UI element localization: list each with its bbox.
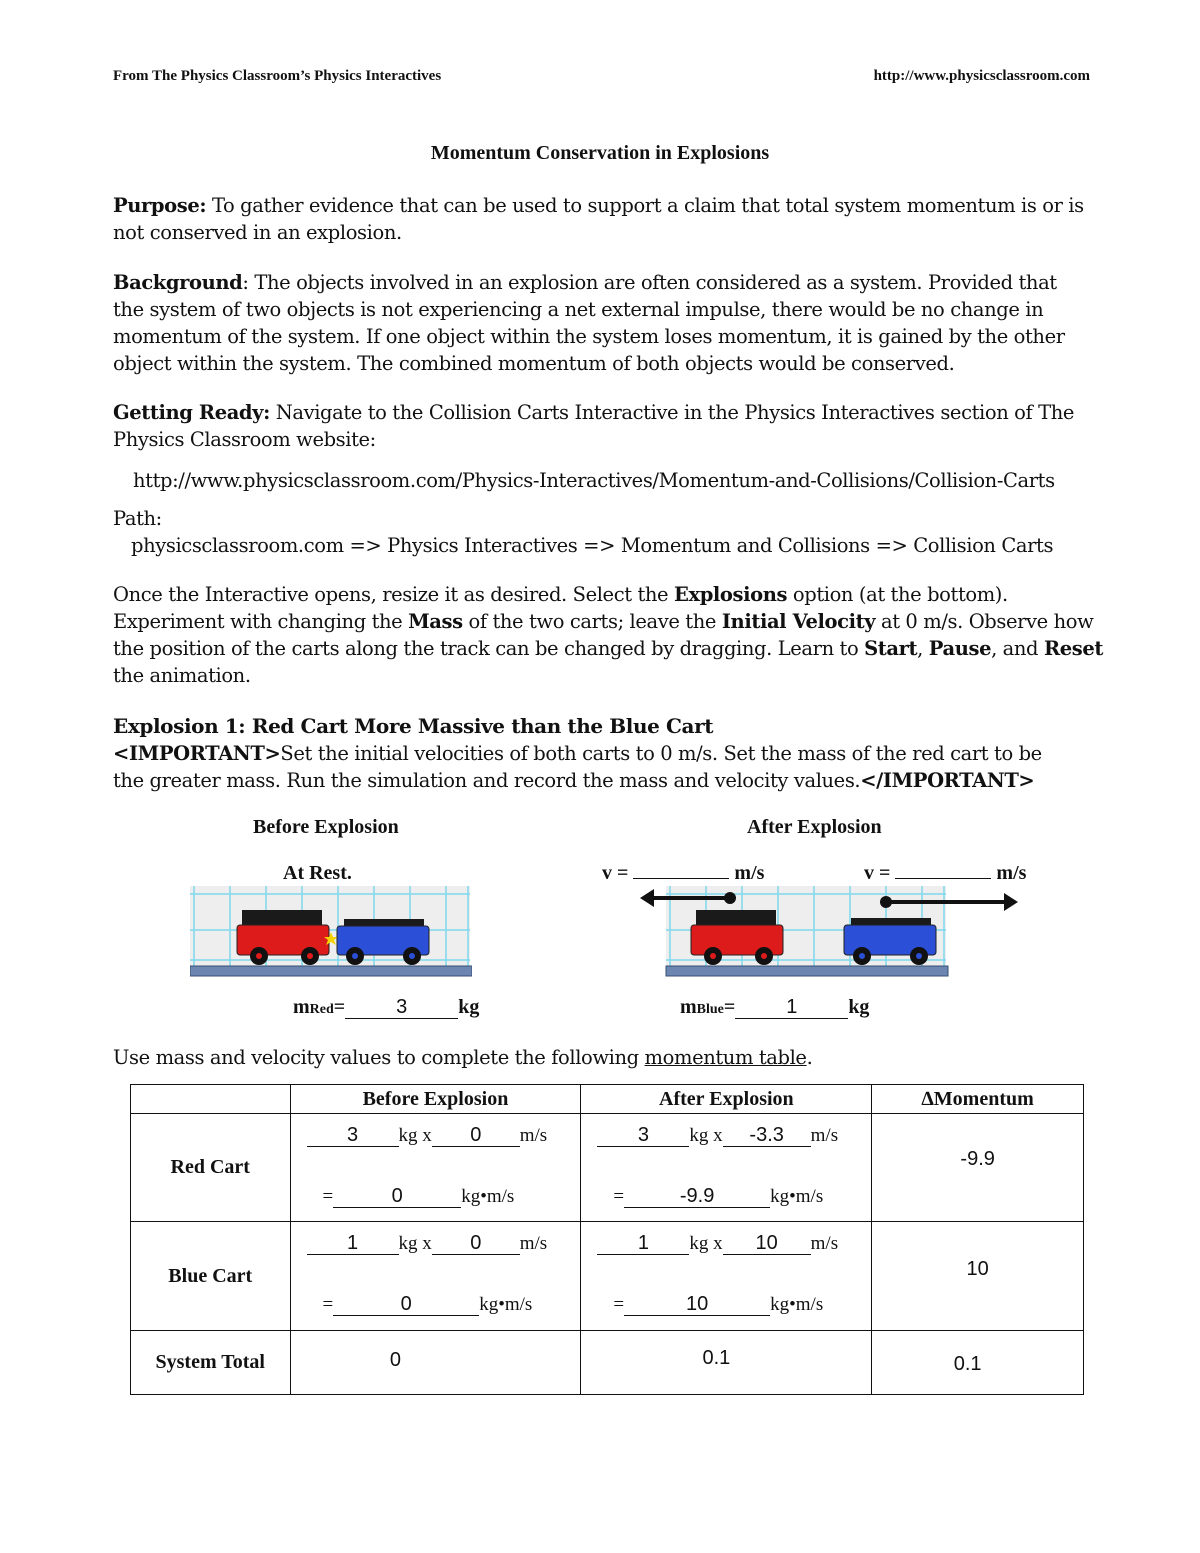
- purpose-paragraph: Purpose: To gather evidence that can be used to support a claim that total system momentum is or is not conserved in an explosion.: [113, 194, 1084, 244]
- mass-red-value[interactable]: 3: [345, 996, 458, 1019]
- momentum-table: [130, 1084, 1084, 1395]
- table-row-red-cart: [131, 1114, 1084, 1222]
- explosion1-heading: Explosion 1: Red Cart More Massive than the Blue Cart: [113, 714, 714, 738]
- velocity-right-field: v = m/s: [864, 856, 1026, 885]
- getting-ready-paragraph: Getting Ready: Navigate to the Collision Carts Interactive in the Physics Interactives section of The Physics Classroom website:: [113, 401, 1075, 451]
- red-after-cell: 3 kg x -3.3 m/s = -9.9 kg•m/s: [581, 1114, 872, 1222]
- table-header-blank: [131, 1085, 291, 1114]
- row-label-blue: Blue Cart: [131, 1222, 291, 1331]
- table-header-after: After Explosion: [581, 1085, 872, 1114]
- total-after[interactable]: 0.1: [581, 1331, 872, 1395]
- blue-after-momentum[interactable]: 10: [624, 1293, 770, 1316]
- blue-after-velocity[interactable]: 10: [723, 1232, 811, 1255]
- red-after-mass[interactable]: 3: [597, 1124, 689, 1147]
- total-delta[interactable]: 0.1: [872, 1331, 1084, 1395]
- header-right: http://www.physicsclassroom.com: [873, 68, 1090, 84]
- velocity-left-field: v = m/s: [602, 856, 764, 885]
- interactive-url[interactable]: http://www.physicsclassroom.com/Physics-Interactives/Momentum-and-Collisions/Collision-Carts: [133, 469, 1055, 492]
- row-label-red: Red Cart: [131, 1114, 291, 1222]
- mass-blue-field: mBlue= 1 kg: [680, 996, 870, 1018]
- blue-before-cell: 1 kg x 0 m/s = 0 kg•m/s: [290, 1222, 581, 1331]
- red-after-momentum[interactable]: -9.9: [624, 1185, 770, 1208]
- header-left: From The Physics Classroom’s Physics Interactives: [113, 68, 442, 84]
- background-paragraph: Background: The objects involved in an explosion are often considered as a system. Provided that the system of two objects is not experiencing a net external impulse, there would be no change in momentum of the system. If one object within the system loses momentum, it is gained by the other object within the system. The combined momentum of both objects would be conserved.: [113, 271, 1065, 375]
- page-title: Momentum Conservation in Explosions: [430, 142, 770, 164]
- red-after-velocity[interactable]: -3.3: [723, 1124, 811, 1147]
- velocity-right-blank[interactable]: [895, 856, 991, 879]
- momentum-table-link: momentum table: [644, 1046, 807, 1069]
- velocity-left-blank[interactable]: [633, 856, 729, 879]
- before-explosion-label: Before Explosion: [253, 816, 399, 838]
- red-before-mass[interactable]: 3: [307, 1124, 399, 1147]
- row-label-total: System Total: [131, 1331, 291, 1395]
- mass-blue-value[interactable]: 1: [735, 996, 848, 1019]
- background-label: Background: [113, 271, 243, 294]
- mass-red-field: mRed= 3 kg: [293, 996, 480, 1018]
- after-explosion-label: After Explosion: [747, 816, 882, 838]
- red-before-cell: 3 kg x 0 m/s = 0 kg•m/s: [290, 1114, 581, 1222]
- blue-before-momentum[interactable]: 0: [333, 1293, 479, 1316]
- blue-delta-momentum[interactable]: 10: [872, 1222, 1084, 1331]
- table-intro: Use mass and velocity values to complete the following momentum table.: [113, 1046, 813, 1069]
- red-before-velocity[interactable]: 0: [432, 1124, 520, 1147]
- blue-after-mass[interactable]: 1: [597, 1232, 689, 1255]
- red-before-momentum[interactable]: 0: [333, 1185, 461, 1208]
- path-label: Path:: [113, 507, 162, 530]
- total-before[interactable]: 0: [290, 1331, 581, 1395]
- table-header-delta: ∆Momentum: [872, 1085, 1084, 1114]
- table-row-blue-cart: [131, 1222, 1084, 1331]
- red-delta-momentum[interactable]: -9.9: [872, 1114, 1084, 1222]
- blue-before-velocity[interactable]: 0: [432, 1232, 520, 1255]
- table-header-before: Before Explosion: [290, 1085, 581, 1114]
- table-header-row: [131, 1085, 1084, 1114]
- instructions-paragraph: Once the Interactive opens, resize it as desired. Select the Explosions option (at the bottom). Experiment with changing the Mass of the two carts; leave the Initial Velocity at 0 m/s. Observe how the position of the carts along the track can be changed by dragging. Learn to Start, Pause, and Reset the animation.: [113, 583, 1103, 687]
- explosion1-section: Explosion 1: Red Cart More Massive than the Blue Cart <IMPORTANT>Set the initial velocities of both carts to 0 m/s. Set the mass of the red cart to be the greater mass. Run the simulation and record the mass and velocity values.</IMPORTANT>: [113, 713, 1088, 794]
- purpose-label: Purpose:: [113, 194, 207, 217]
- table-row-system-total: [131, 1331, 1084, 1395]
- before-explosion-illustration: [190, 886, 472, 978]
- getting-ready-label: Getting Ready:: [113, 401, 270, 424]
- at-rest-label: At Rest.: [283, 862, 352, 884]
- blue-after-cell: 1 kg x 10 m/s = 10 kg•m/s: [581, 1222, 872, 1331]
- after-explosion-illustration: [636, 884, 1022, 978]
- navigation-path: physicsclassroom.com => Physics Interactives => Momentum and Collisions => Collision Carts: [131, 534, 1054, 557]
- blue-before-mass[interactable]: 1: [307, 1232, 399, 1255]
